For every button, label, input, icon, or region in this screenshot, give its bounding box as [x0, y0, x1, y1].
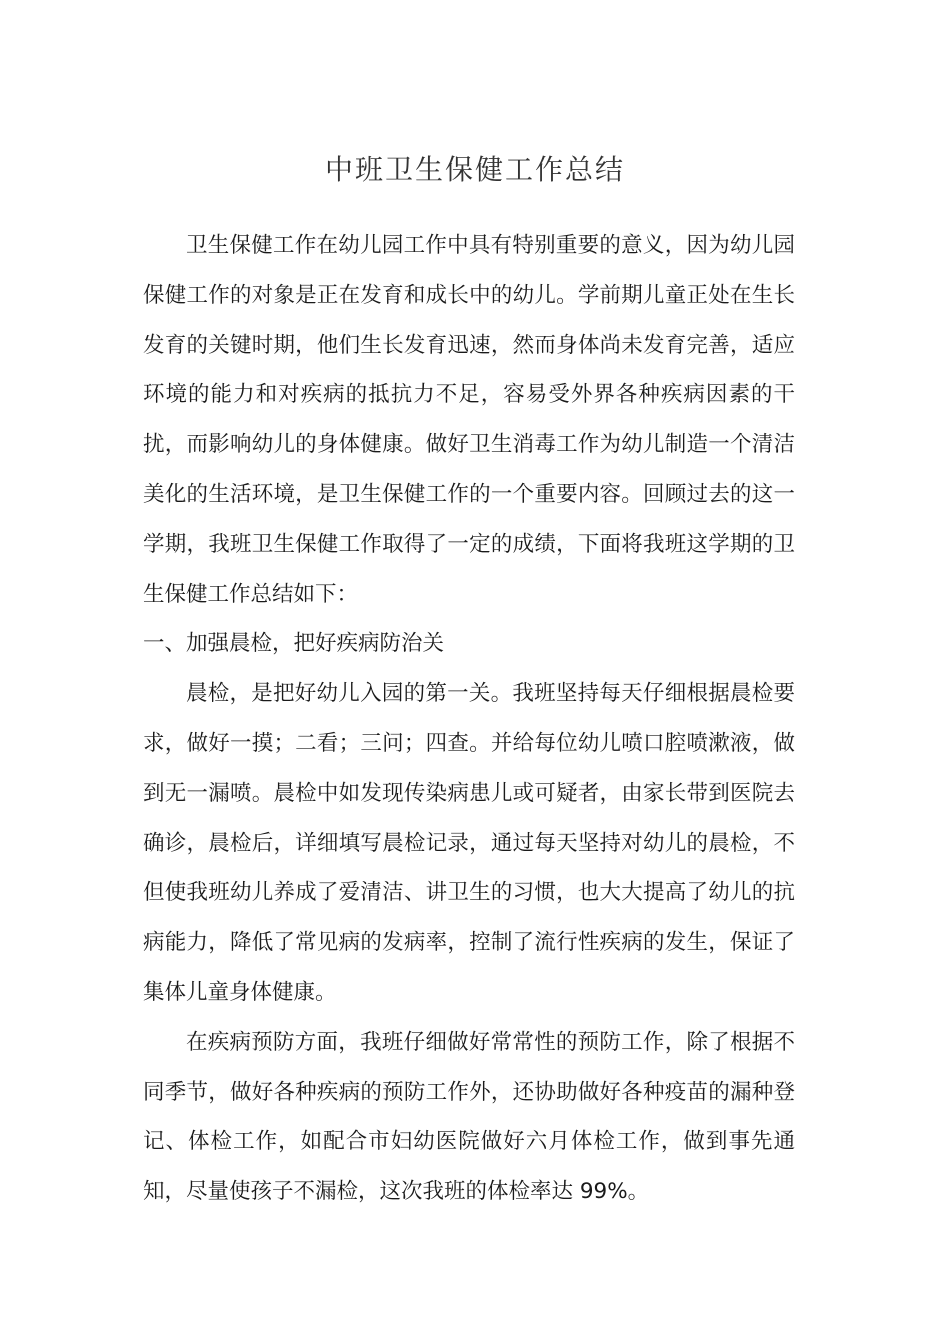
paragraph-morning-check: 晨检，是把好幼儿入园的第一关。我班坚持每天仔细根据晨检要求，做好一摸；二看；三问；四查。并给每位幼儿喷口腔喷漱液，做到无一漏喷。晨检中如发现传染病患儿或可疑者，由家长带到医院去确诊，晨检后，详细填写晨检记录，通过每天坚持对幼儿的晨检，不但使我班幼儿养成了爱清洁、讲卫生的习惯，也大大提高了幼儿的抗病能力，降低了常见病的发病率，控制了流行性疾病的发生，保证了集体儿童身体健康。	[143, 681, 795, 1005]
document-body	[143, 221, 795, 1217]
section-heading-morning-check: 一、加强晨检，把好疾病防治关	[143, 631, 445, 657]
document-title: 中班卫生保健工作总结	[324, 153, 625, 186]
paragraph-disease-prevention: 在疾病预防方面，我班仔细做好常常性的预防工作，除了根据不同季节，做好各种疾病的预防工作外，还协助做好各种疫苗的漏种登记、体检工作，如配合市妇幼医院做好六月体检工作，做到事先通知，尽量使孩子不漏检，这次我班的体检率达 99%。	[143, 1029, 795, 1205]
paragraph-intro: 卫生保健工作在幼儿园工作中具有特别重要的意义，因为幼儿园保健工作的对象是正在发育和成长中的幼儿。学前期儿童正处在生长发育的关键时期，他们生长发育迅速，然而身体尚未发育完善，适应环境的能力和对疾病的抵抗力不足，容易受外界各种疾病因素的干扰，而影响幼儿的身体健康。做好卫生消毒工作为幼儿制造一个清洁美化的生活环境，是卫生保健工作的一个重要内容。回顾过去的这一学期，我班卫生保健工作取得了一定的成绩，下面将我班这学期的卫生保健工作总结如下：	[143, 233, 795, 607]
